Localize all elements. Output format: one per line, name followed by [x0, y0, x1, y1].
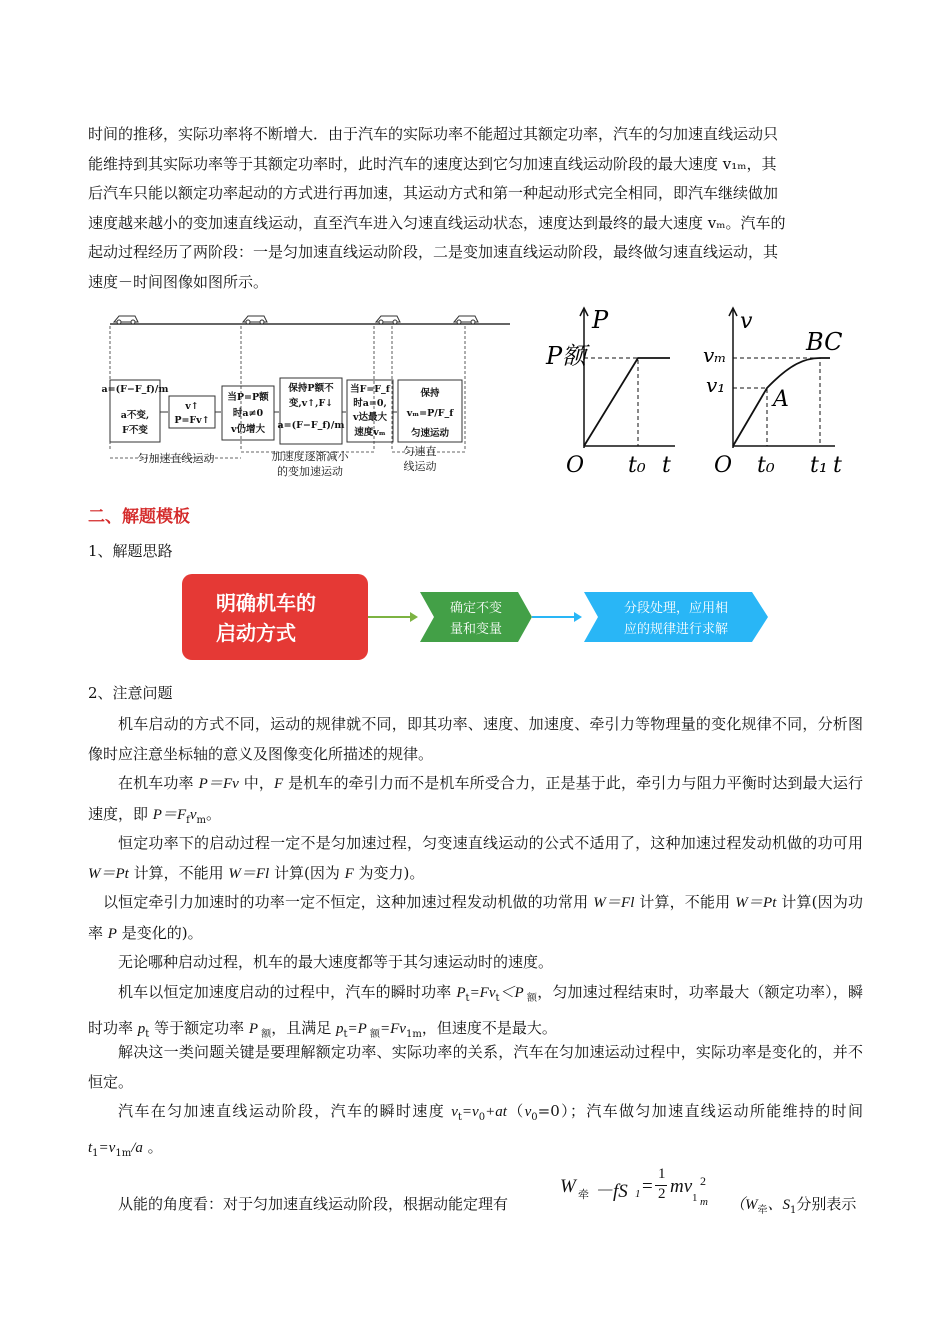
kinetic-energy-formula: W 牵 －fS 1 = 1 2 mv 2 1 m — [560, 1166, 708, 1208]
flow-step-2-line-2: 量和变量 — [449, 622, 503, 637]
graph-p-axis-label: P — [592, 306, 609, 334]
graph-v-point-bc: BC — [806, 328, 843, 356]
intro-line-6: 速度－时间图像如图所示。 — [88, 272, 269, 291]
velocity-time-graph — [703, 308, 842, 478]
graph-v-t1: t₁ — [810, 453, 828, 478]
intro-paragraph — [88, 120, 863, 297]
graph-v-vm: vₘ — [703, 343, 727, 367]
solution-flowchart — [180, 572, 770, 664]
box1-line1: a=(F−F_f)/m — [101, 384, 169, 395]
box2-line1: v↑ — [185, 401, 199, 412]
box5-line1: 当F=F_f — [350, 384, 390, 395]
stage-2-label-a: 加速度逐渐减小 — [271, 450, 349, 463]
note-5: 无论哪种启动过程，机车的最大速度都等于其匀速运动时的速度。 — [118, 953, 554, 971]
box2-line2: P=Fv↑ — [174, 415, 210, 426]
box4-line3: a=(F−F_f)/m — [277, 420, 345, 431]
subsection-2-title: 2、注意问题 — [88, 684, 173, 702]
box3-line1: 当P=P额 — [227, 392, 269, 403]
road-diagram — [102, 316, 510, 478]
box5-line2: 时a=0, — [353, 398, 387, 409]
graph-v-t-axis: t — [833, 453, 842, 478]
note-8: 汽车在匀加速直线运动阶段，汽车的瞬时速度 $v_t=v_0+at(v_0=0)$；汽车做匀加速直线运动所能维持的时间 $t_1=v_{1m}/a$ 。 — [88, 1102, 863, 1159]
intro-line-2: 能维持到其实际功率等于其额定功率时，此时汽车的速度达到它匀加速直线运动阶段的最大速度 v₁ₘ，其 — [88, 154, 777, 173]
note-3: 恒定功率下的启动过程一定不是匀加速过程，匀变速直线运动的公式不适用了，这种加速过程发动机做的功可用 W＝Pt 计算，不能用 W＝Fl 计算(因为 F 为变力)。 — [88, 834, 863, 882]
graph-p-t0: t₀ — [628, 453, 646, 478]
box3-line2: 时a≠0 — [232, 408, 264, 419]
section-title: 二、解题模板 — [88, 507, 190, 527]
flow-step-1-line-1: 明确机车的 — [216, 591, 316, 615]
note-1: 机车启动的方式不同，运动的规律就不同，即其功率、速度、加速度、牵引力等物理量的变化规律不同，分析图像时应注意坐标轴的意义及图像变化所描述的规律。 — [88, 715, 863, 763]
subsection-1-title: 1、解题思路 — [88, 542, 173, 560]
graph-v-origin: O — [714, 453, 733, 478]
stage-3-label-a: 匀速直 — [403, 445, 437, 458]
stage-1-label: 匀加速直线运动 — [137, 452, 215, 465]
note-9-tail: （$W_牵$、$S_1$分别表示 — [730, 1195, 857, 1216]
box5-line4: 速度vₘ — [354, 427, 386, 438]
box1-line2: a不变, — [120, 410, 150, 421]
graph-v-point-a: A — [773, 387, 789, 412]
graph-p-origin: O — [566, 453, 585, 478]
box6-line3: 匀速运动 — [410, 428, 450, 439]
graph-v-t0: t₀ — [757, 453, 775, 478]
flow-step-1-line-2: 启动方式 — [216, 621, 296, 645]
startup-figures — [100, 300, 860, 490]
box3-line3: v仍增大 — [230, 424, 266, 435]
graph-v-axis-label: v — [740, 309, 753, 334]
intro-line-5: 起动过程经历了两阶段：一是匀加速直线运动阶段，二是变加速直线运动阶段，最终做匀速直线运动，其 — [88, 243, 779, 261]
intro-line-4: 速度越来越小的变加速直线运动，直至汽车进入匀速直线运动状态，速度达到最终的最大速度 vₘ。汽车的 — [88, 213, 786, 232]
box4-line1: 保持P额不 — [288, 383, 334, 394]
box1-line3: F不变 — [122, 425, 148, 436]
graph-p-t-axis: t — [662, 453, 671, 478]
stage-3-label-b: 线运动 — [403, 460, 437, 473]
graph-p-rated-label: P额 — [546, 342, 587, 370]
flow-step-3-line-2: 应的规律进行求解 — [623, 622, 729, 637]
graph-v-v1: v₁ — [706, 373, 726, 397]
flow-step-3-line-1: 分段处理，应用相 — [623, 601, 729, 616]
note-7: 解决这一类问题关键是要理解额定功率、实际功率的关系，汽车在匀加速运动过程中，实际功率是变化的，并不恒定。 — [88, 1043, 863, 1091]
power-time-graph — [545, 306, 675, 478]
stage-2-label-b: 的变加速运动 — [277, 465, 343, 478]
box4-line2: 变,v↑,F↓ — [288, 398, 334, 409]
note-6: 机车以恒定加速度启动的过程中，汽车的瞬时功率 $P_t=Fv_t<P$ $_额$，匀加速过程结束时，功率最大（额定功率），瞬时功率 $p_t$ 等于额定功率 P $_额$，且满足 $p_t=P$ $_额=Fv_{1m}$，但速度不是最大。 — [88, 983, 863, 1040]
flow-step-1 — [182, 574, 368, 660]
box6-line2: vₘ=P/F_f — [406, 408, 454, 419]
note-4: 以恒定牵引力加速时的功率一定不恒定，这种加速过程发动机做的功常用 W＝Fl 计算，不能用 W＝Pt 计算(因为功率 P 是变化的)。 — [88, 893, 863, 942]
intro-line-1: 时间的推移，实际功率将不断增大．由于汽车的实际功率不能超过其额定功率，汽车的匀加速直线运动只 — [88, 125, 779, 143]
note-2: 在机车功率 P＝Fv 中，F 是机车的牵引力而不是机车所受合力，正是基于此，牵引力与阻力平衡时达到最大运行速度，即 $P=F_fv_m$。 — [88, 774, 863, 826]
flow-step-2-line-1: 确定不变 — [449, 601, 503, 616]
intro-line-3: 后汽车只能以额定功率起动的方式进行再加速，其运动方式和第一种起动形式完全相同，即汽车继续做加 — [88, 184, 779, 202]
box6-line1: 保持 — [420, 388, 440, 399]
note-9-intro: 从能的角度看：对于匀加速直线运动阶段，根据动能定理有 — [118, 1195, 509, 1213]
box5-line3: v达最大 — [352, 412, 388, 423]
